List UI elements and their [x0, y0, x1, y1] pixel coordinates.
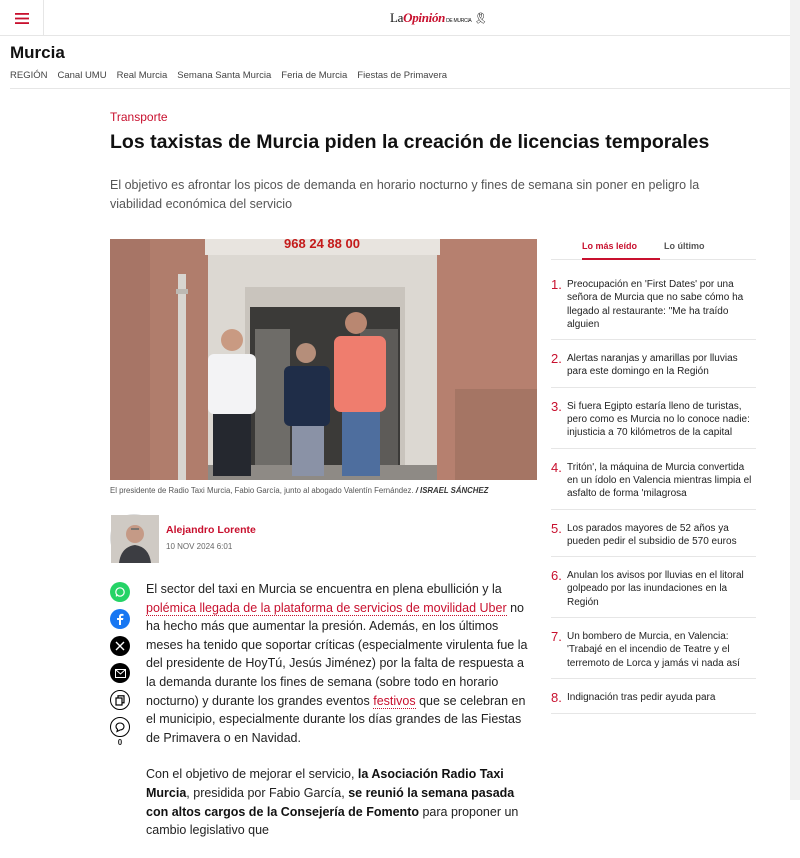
- uber-link[interactable]: polémica llegada de la plataforma de servicios de movilidad Uber: [146, 600, 507, 615]
- rank-number: 2.: [551, 351, 562, 367]
- rank-number: 4.: [551, 459, 562, 475]
- section-nav: [10, 70, 447, 81]
- scrollbar-track[interactable]: [790, 0, 800, 800]
- rank-number: 5.: [551, 520, 562, 536]
- email-icon: [115, 669, 126, 678]
- rank-headline[interactable]: Anulan los avisos por lluvias en el litoral golpeado por las inundaciones en la Región: [567, 570, 744, 608]
- logo-sub: DE MURCIA: [446, 18, 472, 24]
- rank-headline[interactable]: Preocupación en 'First Dates' por una señora de Murcia que no sabe cómo ha llegado al restaurante: "Me ha traído alguien: [567, 279, 744, 330]
- nav-item-semana-santa[interactable]: Semana Santa Murcia: [177, 70, 272, 81]
- copy-icon: [115, 695, 125, 706]
- p2-text-2: , presidida por Fabio García,: [186, 785, 349, 800]
- paragraph-1: [146, 580, 536, 747]
- p2-bold-2: se reunió la semana pasada con altos cargos de la Consejería de Fomento: [146, 785, 515, 819]
- p2-text-3: para proponer un cambio legislativo que: [146, 804, 519, 838]
- list-item[interactable]: [551, 569, 756, 618]
- festivos-link[interactable]: festivos: [373, 693, 416, 708]
- rank-headline[interactable]: Los parados mayores de 52 años ya pueden pedir el subsidio de 570 euros: [567, 522, 737, 547]
- rank-headline[interactable]: Tritón', la máquina de Murcia convertida en un ídolo en Valencia mientras limpia el asfalto de forma 'milagrosa: [567, 461, 752, 500]
- p1-text-3: que se celebran en el municipio, especialmente durante los días grandes de las Fiestas de Primavera o en Navidad.: [146, 693, 526, 745]
- divider: [10, 88, 790, 89]
- list-item[interactable]: [551, 400, 756, 449]
- sidebar-tabs: [551, 235, 756, 260]
- caption-credit: / ISRAEL SÁNCHEZ: [415, 486, 489, 495]
- nav-item-canal-umu[interactable]: Canal UMU: [57, 70, 107, 81]
- tab-most-read[interactable]: Lo más leído: [582, 235, 660, 260]
- menu-button[interactable]: [0, 0, 44, 36]
- section-title: Murcia: [10, 43, 65, 62]
- whatsapp-share-button[interactable]: [110, 582, 130, 602]
- article-photo[interactable]: [110, 236, 537, 480]
- nav-item-feria[interactable]: Feria de Murcia: [281, 70, 348, 81]
- p2-text-1: Con el objetivo de mejorar el servicio,: [146, 767, 358, 782]
- logo-opinion: Opinión: [403, 10, 446, 25]
- most-read-list: [551, 278, 756, 726]
- comments-button[interactable]: [110, 717, 130, 737]
- photo-caption: [110, 486, 540, 495]
- rank-headline[interactable]: Un bombero de Murcia, en Valencia: 'Trabajé en el incendio de Teatre y el terremoto de Lorca y jamás vi nada así: [567, 631, 740, 669]
- article-kicker[interactable]: Transporte: [110, 110, 168, 124]
- list-item[interactable]: [551, 630, 756, 679]
- article-body: [146, 580, 536, 858]
- logo-la: La: [390, 10, 404, 25]
- nav-item-real-murcia[interactable]: Real Murcia: [116, 70, 168, 81]
- paragraph-2: [146, 765, 536, 839]
- rank-number: 3.: [551, 398, 562, 414]
- rank-headline[interactable]: Indignación tras pedir ayuda para: [567, 691, 716, 703]
- photo-sign-text: 968 24 88 00: [284, 236, 360, 251]
- nav-item-region[interactable]: REGIÓN: [10, 70, 48, 81]
- hamburger-icon: [15, 13, 29, 24]
- caption-text: El presidente de Radio Taxi Murcia, Fabio García, junto al abogado Valentín Fernández.: [110, 486, 414, 495]
- author-name[interactable]: Alejandro Lorente: [166, 524, 256, 536]
- whatsapp-icon: [114, 586, 126, 598]
- p1-text-2: no ha hecho más que aumentar la presión. Además, en los últimos meses ha tenido que soportar críticas (especialmente virulenta fue la del presidente de HoyTú, Jesús Jiménez) por la falta de respuesta a la demanda durante los fines de semana (sobre todo en horario nocturno) y durante los grandes eventos: [146, 600, 528, 708]
- list-item[interactable]: [551, 278, 756, 340]
- article-headline: Los taxistas de Murcia piden la creación de licencias temporales: [110, 131, 710, 153]
- rank-headline[interactable]: Si fuera Egipto estaría lleno de turistas, pero como es Murcia no lo conoce nadie: injusticia a 70 kilómetros de la capital: [567, 400, 750, 439]
- facebook-share-button[interactable]: [110, 609, 130, 629]
- top-bar: [0, 0, 790, 36]
- rank-number: 6.: [551, 568, 562, 584]
- list-item[interactable]: [551, 691, 756, 714]
- mourning-ribbon-icon: 🎗︎: [473, 13, 488, 25]
- author-avatar[interactable]: [110, 514, 158, 562]
- rank-number: 8.: [551, 689, 562, 705]
- comment-icon: [115, 722, 125, 732]
- nav-item-fiestas-primavera[interactable]: Fiestas de Primavera: [357, 70, 448, 81]
- p1-text-1: El sector del taxi en Murcia se encuentra en plena ebullición y la: [146, 582, 502, 596]
- email-share-button[interactable]: [110, 663, 130, 683]
- list-item[interactable]: [551, 522, 756, 558]
- p2-bold-1: la Asociación Radio Taxi Murcia: [146, 767, 504, 800]
- list-item[interactable]: [551, 352, 756, 388]
- x-icon: [115, 641, 125, 651]
- comment-count: 0: [117, 738, 123, 747]
- article-subhead: El objetivo es afrontar los picos de demanda en horario nocturno y fines de semana sin poner en peligro la viabilidad económica del servicio: [110, 178, 700, 211]
- rank-number: 7.: [551, 629, 562, 645]
- copy-link-button[interactable]: [110, 690, 130, 710]
- x-share-button[interactable]: [110, 636, 130, 656]
- rank-headline[interactable]: Alertas naranjas y amarillas por lluvias para este domingo en la Región: [567, 353, 738, 378]
- site-logo[interactable]: [390, 10, 487, 26]
- facebook-icon: [115, 613, 125, 625]
- share-bar: [110, 582, 130, 747]
- rank-number: 1.: [551, 277, 562, 292]
- tab-latest[interactable]: Lo último: [664, 241, 705, 251]
- publish-date: 10 NOV 2024 6:01: [166, 542, 233, 551]
- list-item[interactable]: [551, 461, 756, 510]
